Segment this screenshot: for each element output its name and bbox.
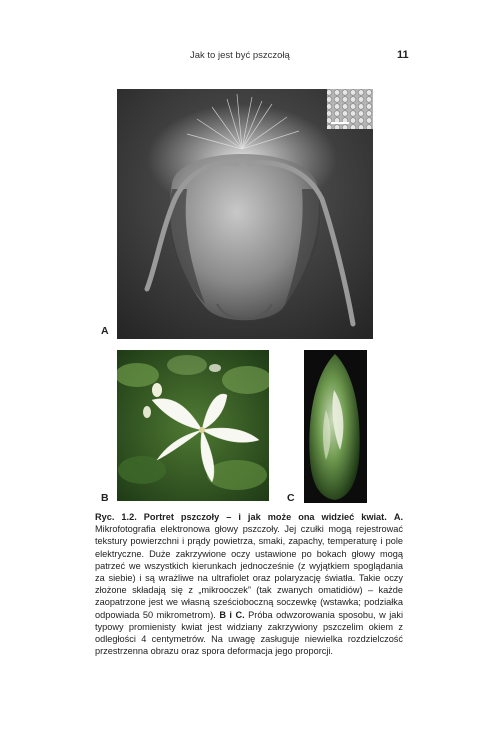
running-head (0, 50, 480, 66)
panel-a-label: A. (393, 512, 403, 522)
panel-label-b: B (101, 492, 109, 504)
flower-photo (117, 350, 269, 501)
panel-bc-label: B i C. (219, 609, 245, 620)
running-title: Jak to jest być pszczołą (190, 50, 290, 61)
panel-label-c: C (287, 492, 295, 504)
figure-caption (95, 511, 403, 657)
panel-label-a: A (101, 325, 109, 337)
panel-bc-description: Próba odwzorowania sposobu, w jaki typowy promienisty kwiat jest widziany zakrzywiony pszczelim okiem z odległości 4 centymetrów. Na uwagę zasługuje niewielka rozdzielczość przestrzenna obrazu oraz spora deformacja jego proporcji. (95, 609, 403, 657)
bee-eye-view (304, 350, 367, 503)
figure-title: Portret pszczoły – i jak może ona widzieć kwiat. (143, 512, 387, 522)
panel-a-description: Mikrofotografia elektronowa głowy pszczoły. Jej czułki mogą rejestrować tekstury powierzchni i prądy powietrza, smaki, zapachy, temperaturę i pole elektryczne. Duże zakrzywione oczy ustawione po bokach głowy mogą patrzeć we wszystkich kierunkach jednocześnie (z wyjątkiem spoglądania za siebie) i są wrażliwe na ultrafiolet oraz polaryzację światła. Takie oczy złożone składają się z „mikrooczek” (tak zwanych omatidiów) – każde zaopatrzone jest we własną sześcioboczną soczewkę (wstawka; podziałka odpowiada 50 mikrometrom). (95, 524, 403, 620)
figure-number: Ryc. 1.2. (95, 512, 137, 522)
bee-head-micrograph (117, 89, 373, 339)
page-number: 11 (397, 49, 409, 61)
